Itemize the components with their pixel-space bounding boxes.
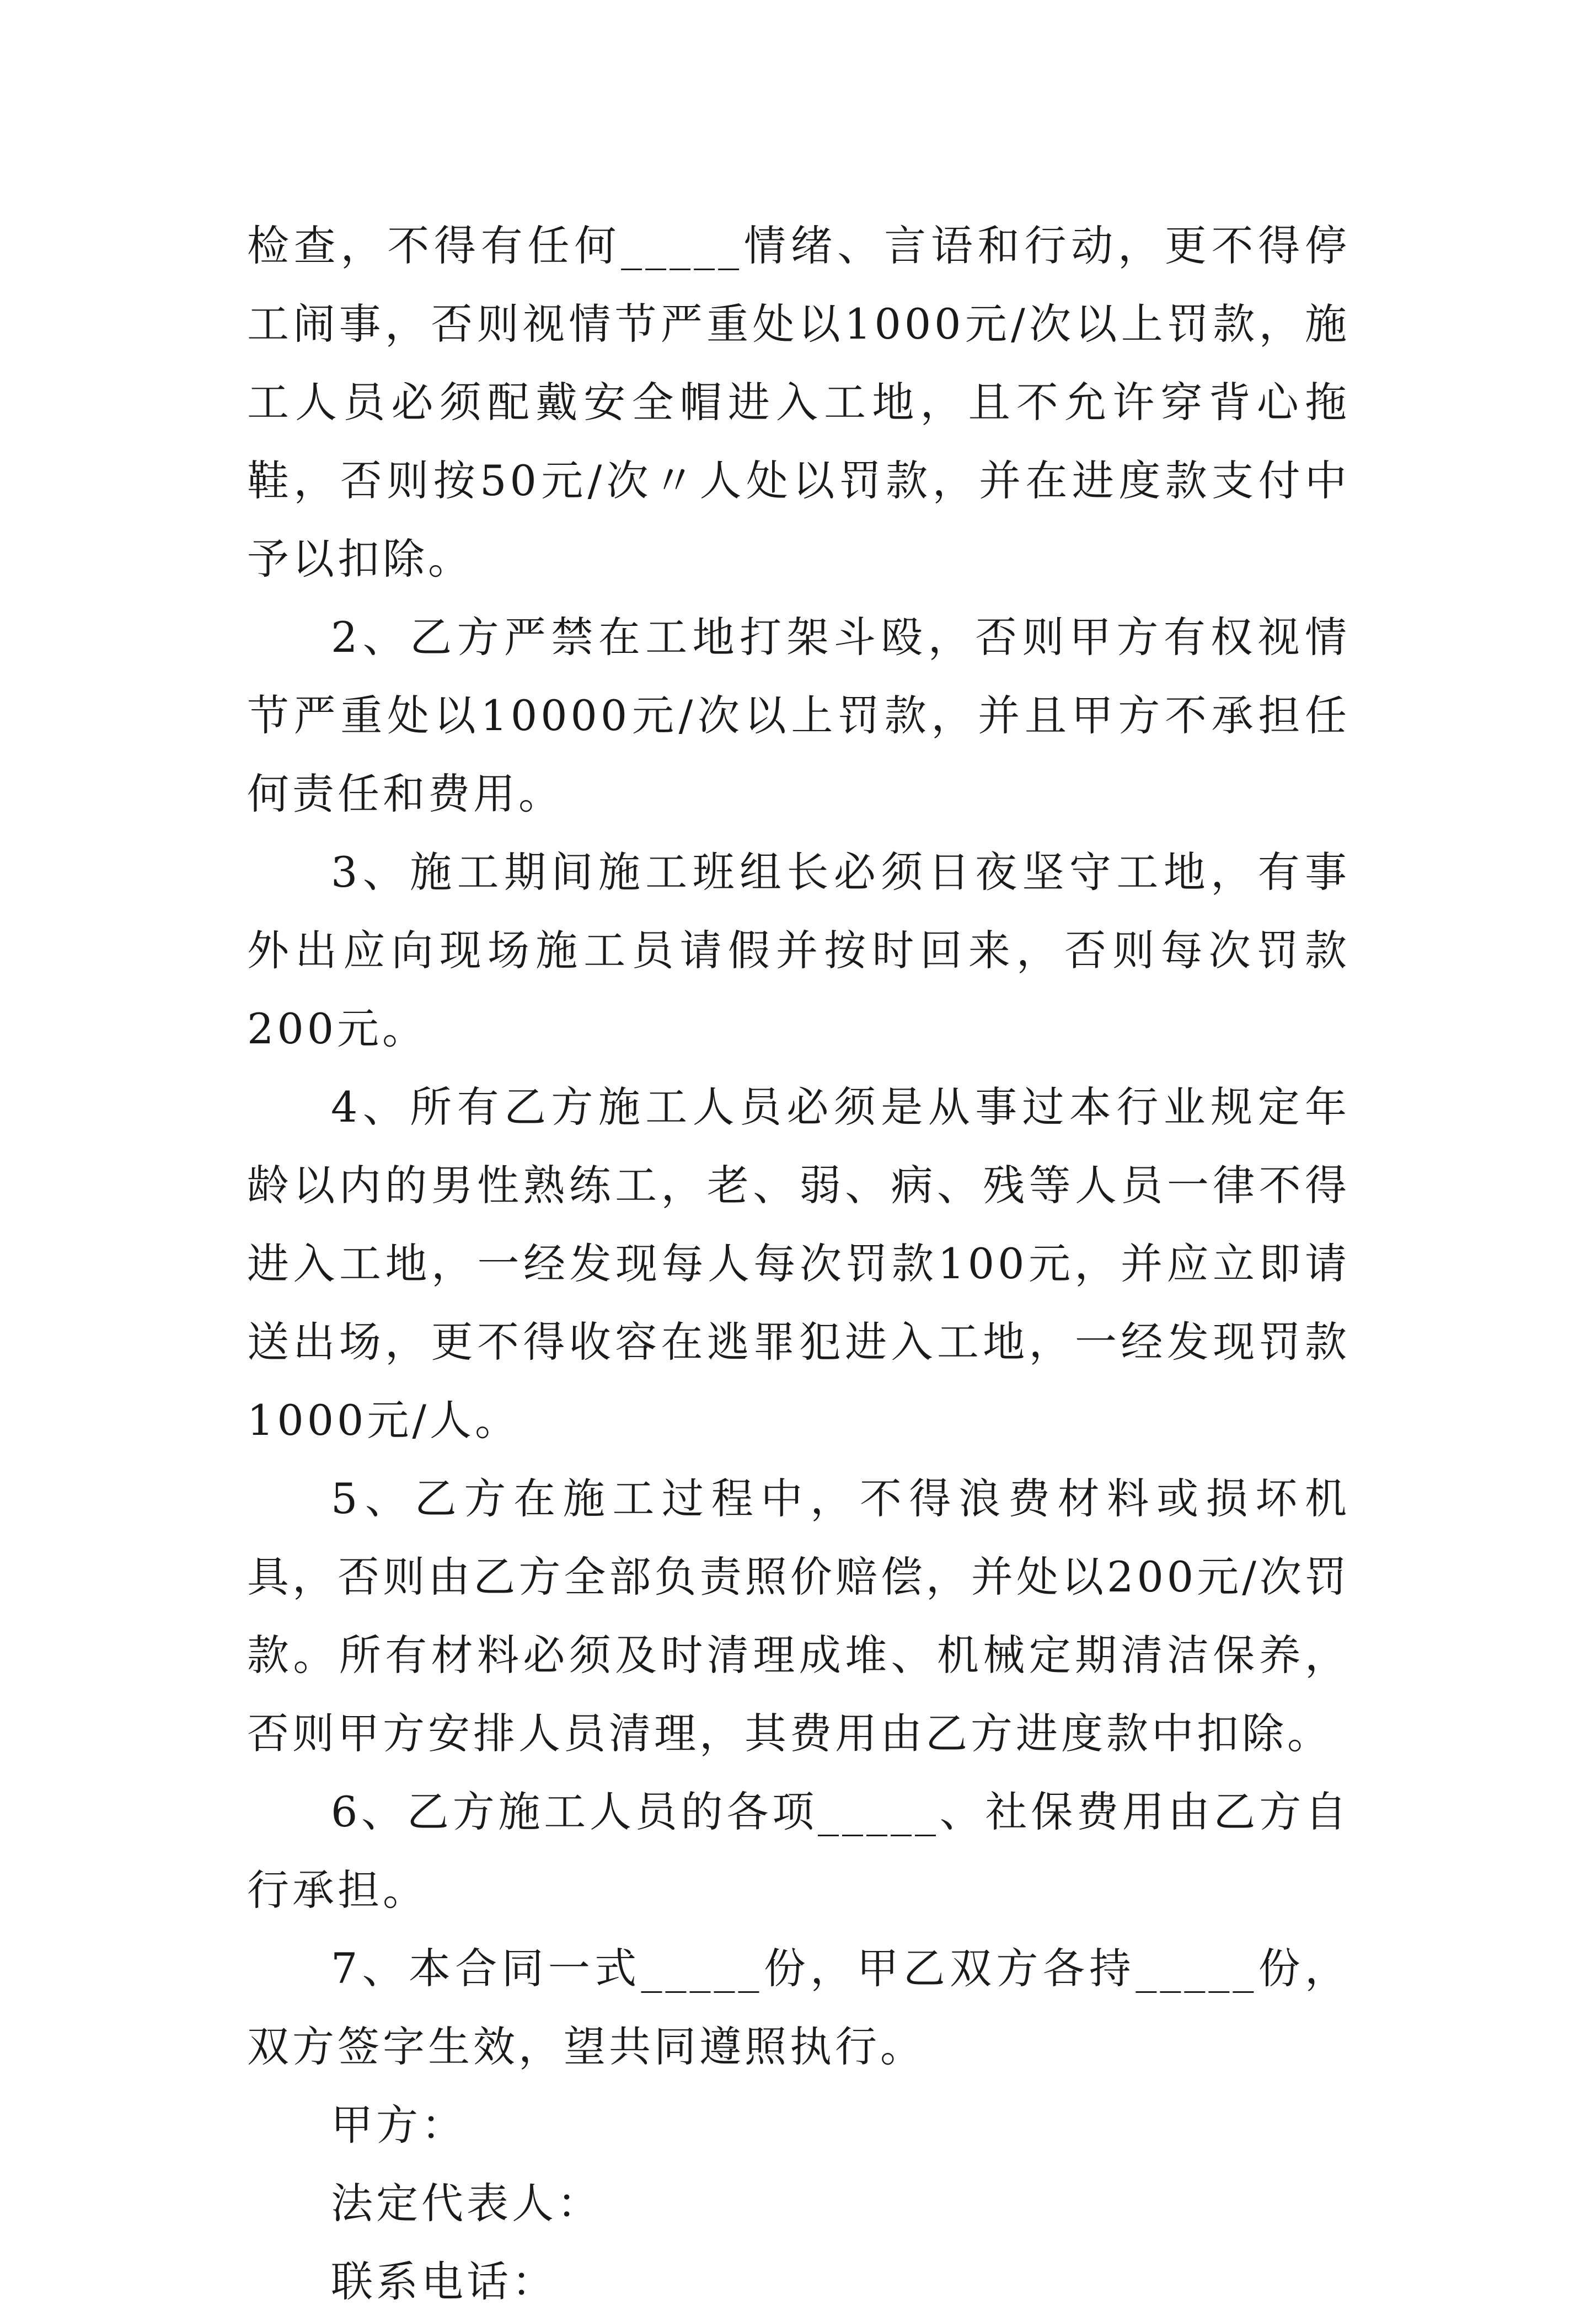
clause-7: 7、本合同一式_____份，甲乙双方各持_____份，双方签字生效，望共同遵照执行。 <box>247 1944 1350 2071</box>
clause-3: 3、施工期间施工班组长必须日夜坚守工地，有事外出应向现场施工员请假并按时回来，否则每次罚款200元。 <box>247 848 1350 1053</box>
paragraph-continuation: 检查，不得有任何_____情绪、言语和行动，更不得停工闹事，否则视情节严重处以1000元/次以上罚款，施工人员必须配戴安全帽进入工地，且不允许穿背心拖鞋，否则按50元/次〃人处以罚款，并在进度款支付中予以扣除。 <box>247 221 1350 583</box>
phone-label: 联系电话： <box>331 2257 557 2306</box>
legal-rep-label: 法定代表人： <box>331 2179 602 2228</box>
clause-6: 6、乙方施工人员的各项_____、社保费用由乙方自行承担。 <box>247 1787 1350 1915</box>
clause-4: 4、所有乙方施工人员必须是从事过本行业规定年龄以内的男性熟练工，老、弱、病、残等人员一律不得进入工地，一经发现每人每次罚款100元，并应立即请送出场，更不得收容在逃罪犯进入工地，一经发现罚款1000元/人。 <box>247 1082 1350 1445</box>
clause-5: 5、乙方在施工过程中，不得浪费材料或损坏机具，否则由乙方全部负责照价赔偿，并处以200元/次罚款。所有材料必须及时清理成堆、机械定期清洁保养，否则甲方安排人员清理，其费用由乙方进度款中扣除。 <box>247 1474 1350 1758</box>
clause-2: 2、乙方严禁在工地打架斗殴，否则甲方有权视情节严重处以10000元/次以上罚款，并且甲方不承担任何责任和费用。 <box>247 613 1350 818</box>
party-a-label: 甲方： <box>331 2100 467 2150</box>
contract-body <box>247 207 1350 2321</box>
